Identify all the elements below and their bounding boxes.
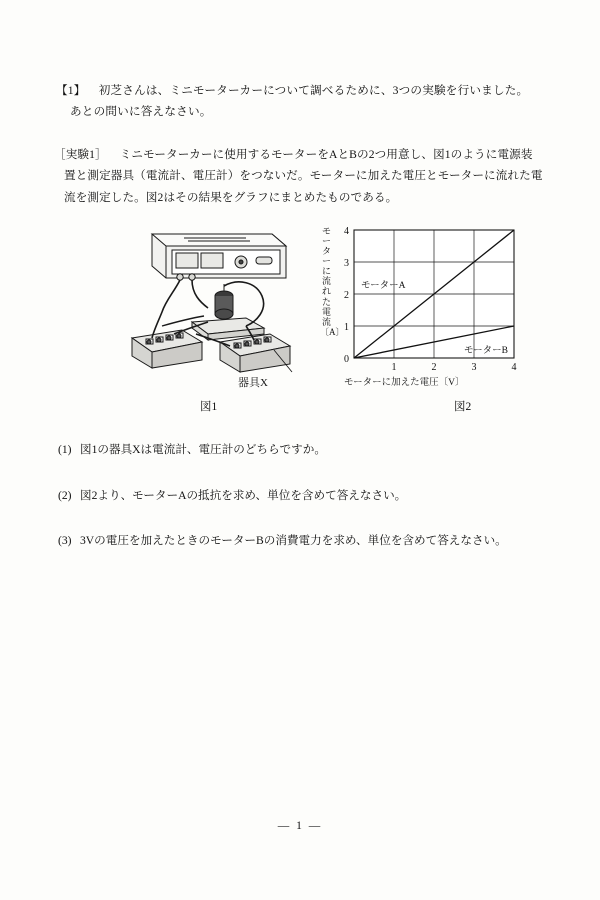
experiment-marker: ［実験1］: [54, 148, 107, 161]
question-heading: [56, 80, 548, 123]
svg-text:2: 2: [431, 362, 437, 373]
question-number: (2): [58, 488, 72, 502]
svg-text:3: 3: [471, 362, 477, 373]
question-text: 図2より、モーターAの抵抗を求め、単位を含めて答えなさい。: [80, 488, 407, 502]
question-heading-line2: あとの問いに答えなさい。: [70, 105, 212, 119]
figure2-graph: [314, 222, 549, 394]
list-item: [58, 531, 558, 551]
question-marker: 【1】: [56, 84, 86, 97]
apparatus-diagram: [96, 222, 345, 392]
experiment-line1: ミニモーターカーに使用するモーターをAとBの2つ用意し、図1のように電源装: [119, 148, 533, 161]
question-text: 3Vの電圧を加えたときのモーターBの消費電力を求め、単位を含めて答えなさい。: [80, 534, 507, 548]
figure1-caption: 図1: [200, 401, 218, 413]
svg-text:3: 3: [344, 258, 349, 269]
graph-svg: [314, 222, 549, 374]
question-list: [58, 440, 558, 577]
question-text: 図1の器具Xは電流計、電圧計のどちらですか。: [80, 443, 326, 456]
svg-text:1: 1: [344, 322, 349, 333]
experiment-line3: 流を測定した。図2はその結果をグラフにまとめたものである。: [64, 190, 398, 204]
svg-text:1: 1: [391, 362, 397, 373]
experiment-block: [54, 144, 548, 208]
graph-x-axis-title: モーターに加えた電圧〔V〕: [344, 378, 465, 388]
svg-text:4: 4: [511, 362, 517, 373]
question-number: (3): [58, 534, 72, 548]
svg-text:0: 0: [344, 354, 349, 365]
list-item: [58, 486, 558, 506]
svg-text:2: 2: [344, 290, 349, 301]
question-number: (1): [58, 443, 72, 456]
series-b-label: モーターB: [464, 346, 508, 356]
experiment-line2: 置と測定器具（電流計、電圧計）をつないだ。モーターに加えた電圧とモーターに流れた電: [64, 169, 543, 183]
device-x-label: 器具X: [238, 377, 268, 389]
page-number: — 1 —: [277, 820, 323, 832]
list-item: [58, 440, 558, 460]
figure-area: [56, 222, 548, 412]
series-a-label: モーターA: [361, 281, 406, 291]
figure2-caption: 図2: [454, 401, 472, 413]
question-heading-line1: 初芝さんは、ミニモーターカーについて調べるために、3つの実験を行いました。: [98, 84, 529, 97]
svg-text:4: 4: [344, 226, 349, 237]
graph-y-axis-title: モーターに流れた電流〔A〕: [320, 226, 345, 337]
